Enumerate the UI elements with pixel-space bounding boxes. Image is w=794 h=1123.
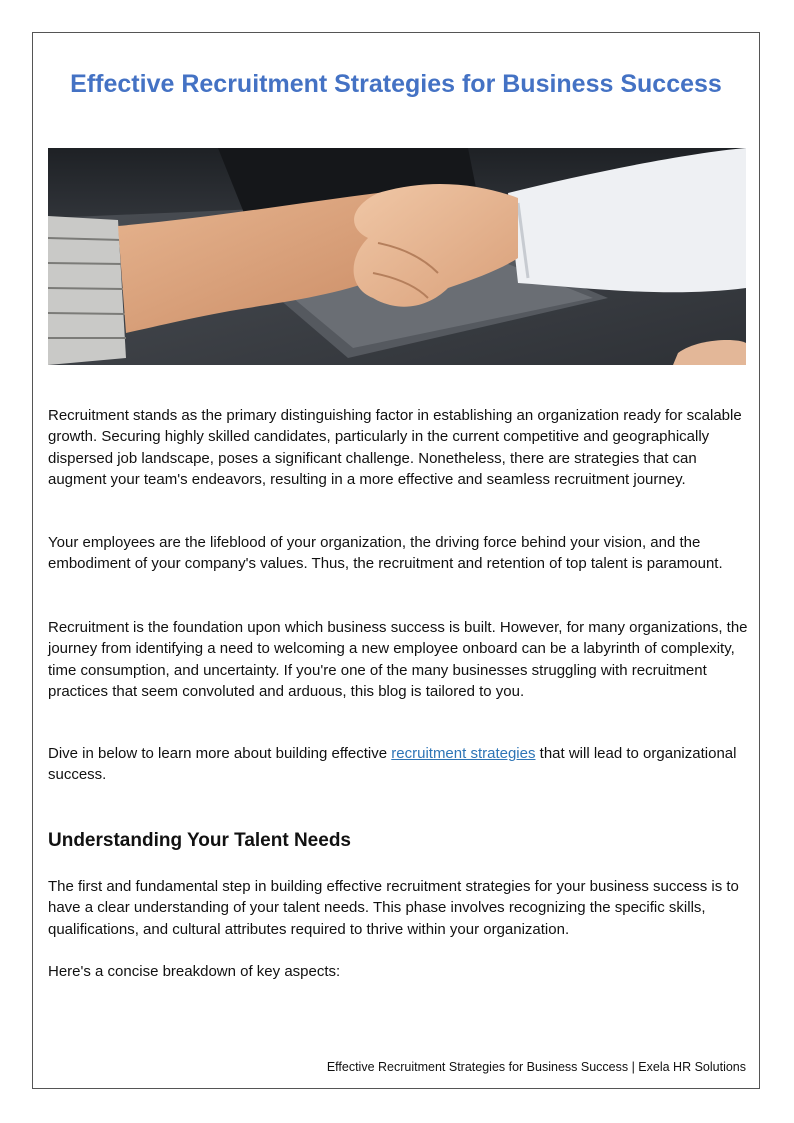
page-footer: Effective Recruitment Strategies for Business Success | Exela HR Solutions — [326, 1060, 746, 1074]
section-heading: Understanding Your Talent Needs — [48, 830, 351, 851]
dive-in-text-after: that will lead to organizational success. — [48, 745, 737, 784]
dive-in-text-before: Dive in below to learn more about building effective — [48, 745, 392, 762]
employees-paragraph: Your employees are the lifeblood of your organization, the driving force behind your vision, and the embodiment of your company's values. Thus, the recruitment and retention of top talent is paramount. — [48, 534, 723, 573]
recruitment-strategies-link[interactable]: recruitment strategies — [391, 745, 536, 762]
document-title: Effective Recruitment Strategies for Business Success — [70, 70, 722, 98]
dive-in-paragraph — [48, 743, 748, 786]
intro-paragraph: Recruitment stands as the primary distinguishing factor in establishing an organization ready for scalable growth. Securing highly skilled candidates, particularly in the current competitive and geographically dispersed job landscape, poses a significant challenge. Nonetheless, there are strategies that can augment your team's endeavors, resulting in a more effective and seamless recruitment journey. — [48, 407, 742, 488]
breakdown-intro-paragraph: Here's a concise breakdown of key aspects: — [48, 963, 341, 980]
talent-needs-paragraph: The first and fundamental step in building effective recruitment strategies for your business success is to have a clear understanding of your talent needs. This phase involves recognizing the specific skills, qualifications, and cultural attributes required to thrive within your organization. — [48, 878, 739, 938]
foundation-paragraph: Recruitment is the foundation upon which business success is built. However, for many organizations, the journey from identifying a need to welcoming a new employee onboard can be a labyrinth of complexity, time consumption, and uncertainty. If you're one of the many businesses struggling with recruitment practices that seem convoluted and arduous, this blog is tailored to you. — [48, 619, 748, 700]
handshake-photo — [48, 148, 746, 365]
